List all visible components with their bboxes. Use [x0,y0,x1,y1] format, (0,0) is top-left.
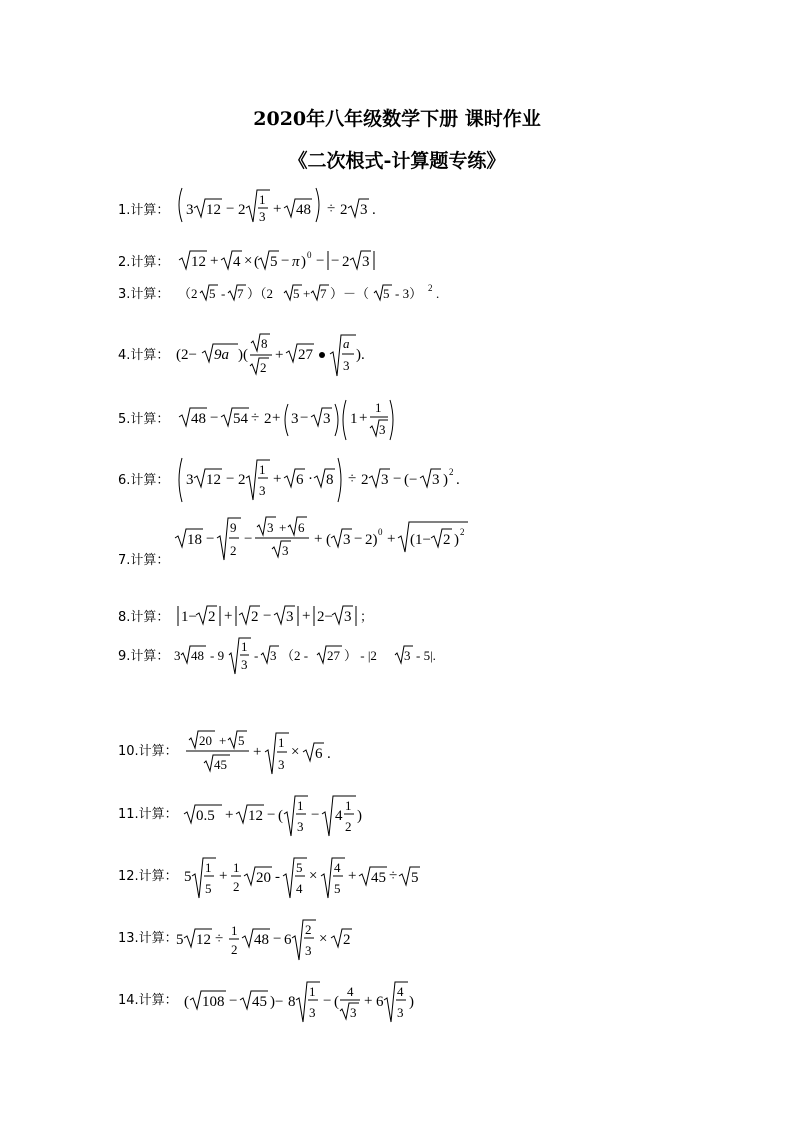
svg-text:−: − [263,608,272,624]
svg-text:2: 2 [449,467,454,477]
svg-text:48: 48 [191,648,204,663]
problem-label: 11.计算： [118,807,178,822]
svg-text:×: × [309,868,318,884]
svg-text:3: 3 [305,943,312,958]
svg-text:5: 5 [205,881,212,896]
svg-text:2: 2 [233,879,240,894]
svg-text:3: 3 [397,1005,404,1020]
problem-1-expression [118,180,438,230]
svg-text:2: 2 [260,360,267,375]
svg-text:+: + [253,744,262,760]
problem-7 [118,514,478,574]
svg-text:3: 3 [259,483,266,498]
svg-text:5: 5 [270,254,278,270]
problem-12-expression [118,854,438,902]
problem-14-expression [118,980,438,1030]
problem-3-expression [118,282,458,306]
svg-text:3: 3 [259,209,266,224]
svg-text:1: 1 [233,860,240,875]
svg-text:.: . [327,746,331,762]
svg-text:- 3）: - 3） [395,286,423,301]
svg-text:2: 2 [340,202,348,218]
svg-text:48: 48 [254,932,269,948]
svg-text:1: 1 [309,984,316,999]
problem-5-expression [118,398,418,444]
problem-13-expression [118,918,418,966]
svg-text:−: − [206,531,215,547]
svg-text:2: 2 [305,922,312,937]
problem-label: 10.计算： [118,744,178,759]
svg-text:4: 4 [347,984,354,999]
problem-label: 1.计算： [118,203,170,218]
svg-text:2: 2 [443,532,451,548]
svg-text:2: 2 [345,819,352,834]
svg-text:2: 2 [231,942,238,957]
problem-9 [118,636,478,676]
svg-text:4: 4 [397,984,404,999]
svg-text:（2: （2 [178,286,198,301]
problem-1 [118,180,438,230]
svg-text:8: 8 [288,994,296,1010]
problem-label: 2.计算： [118,255,170,270]
svg-text:45: 45 [371,870,386,886]
svg-text:1: 1 [205,860,212,875]
svg-text:12: 12 [248,808,263,824]
svg-text:3: 3 [344,609,352,625]
svg-text:3: 3 [270,648,277,663]
svg-text:2: 2 [361,472,369,488]
svg-text:12: 12 [206,472,221,488]
svg-text:1: 1 [259,192,266,207]
svg-text:+: + [225,807,234,823]
svg-text:-: - [221,286,226,301]
problem-label: 3.计算： [118,287,170,302]
problem-8 [118,604,418,630]
svg-text:3: 3 [343,532,351,548]
problem-14 [118,980,438,1030]
problem-4-expression [118,332,438,382]
page-title: 2020年八年级数学下册 课时作业 [253,108,541,130]
problem-6-expression [118,456,458,506]
svg-text:-: - [275,869,280,885]
svg-text:): ) [409,994,414,1010]
problem-label: 14.计算： [118,993,178,1008]
svg-text:−: − [210,410,219,426]
svg-text:+: + [210,253,219,269]
problem-label: 4.计算： [118,348,170,363]
svg-text:45: 45 [252,994,267,1010]
svg-text:π: π [292,254,300,270]
svg-text:5: 5 [383,286,390,301]
svg-text:×: × [291,744,300,760]
problem-5 [118,398,418,444]
problem-label: 9.计算： [118,649,170,664]
svg-text:12: 12 [206,202,221,218]
problem-label: 7.计算： [118,553,170,568]
svg-text:3: 3 [309,1005,316,1020]
svg-text:3: 3 [282,543,289,558]
svg-text:6: 6 [376,994,384,1010]
svg-text:7: 7 [320,286,327,301]
svg-text:÷: ÷ [327,201,336,217]
svg-text:9: 9 [230,520,237,535]
problem-2 [118,248,418,276]
svg-text:−: − [281,253,290,269]
svg-text:1: 1 [345,798,352,813]
svg-text:0: 0 [378,527,383,537]
svg-text:−: − [393,471,402,487]
problem-7-expression [118,514,478,574]
svg-text:−: − [226,201,235,217]
svg-text:).: ). [356,347,365,363]
svg-text:（2 -: （2 - [281,648,309,663]
svg-text:(: ( [254,254,259,270]
svg-text:·: · [308,471,313,487]
svg-text:48: 48 [191,411,206,427]
svg-text:+: + [273,471,282,487]
svg-text:- 5|.: - 5|. [416,648,436,663]
svg-text:×: × [319,931,328,947]
problem-13 [118,918,418,966]
svg-text:9a: 9a [214,347,229,363]
svg-text:(1−: (1− [410,532,431,548]
svg-text:45: 45 [214,757,227,772]
svg-text:2): 2) [365,532,378,548]
problem-12 [118,854,438,902]
problem-3 [118,282,458,306]
svg-text:.: . [436,286,440,301]
svg-text:(2−: (2− [176,347,197,363]
svg-text:3: 3 [286,609,294,625]
svg-text:): ) [443,472,448,488]
svg-text:6: 6 [298,520,305,535]
svg-text:×: × [244,253,253,269]
svg-text:): ) [454,532,459,548]
svg-text:1−: 1− [181,609,197,625]
svg-text:3: 3 [350,1005,357,1020]
svg-text:12: 12 [191,254,206,270]
svg-text:÷: ÷ [348,471,357,487]
problem-6 [118,456,458,506]
page-subtitle: 《二次根式-计算题专练》 [288,150,506,172]
svg-text:2: 2 [343,932,351,948]
problem-label: 13.计算： [118,931,178,946]
svg-text:3: 3 [174,648,181,663]
svg-text:2: 2 [238,472,246,488]
problem-10-expression [118,730,418,780]
svg-text:+: + [302,608,311,624]
svg-text:- 9: - 9 [210,648,225,663]
svg-text:3: 3 [360,202,368,218]
svg-text:20: 20 [256,870,271,886]
svg-text:+: + [219,868,228,884]
svg-text:5: 5 [238,733,245,748]
svg-text:6: 6 [284,932,292,948]
svg-text:）－（: ）－（ [330,286,370,301]
svg-text:5: 5 [411,870,419,886]
svg-text:−: − [354,531,363,547]
svg-text:6: 6 [296,472,304,488]
problem-2-expression [118,248,418,276]
svg-text:12: 12 [196,932,211,948]
svg-text:2: 2 [460,527,465,537]
svg-text:4: 4 [233,254,241,270]
svg-text:1: 1 [231,923,238,938]
svg-text:+: + [279,520,287,535]
problem-label: 8.计算： [118,610,170,625]
svg-text:3: 3 [241,657,248,672]
problem-11-expression [118,794,418,840]
svg-text:5: 5 [296,860,303,875]
svg-text:)−: )− [270,994,284,1010]
svg-text:+: + [359,410,368,426]
problem-8-expression [118,604,418,630]
svg-text:3: 3 [381,472,389,488]
svg-text:.: . [456,472,460,488]
svg-text:): ) [301,254,306,270]
svg-text:+: + [387,531,396,547]
svg-text:18: 18 [187,532,202,548]
svg-text:1: 1 [350,411,358,427]
problem-label: 12.计算： [118,869,178,884]
svg-text:3: 3 [186,472,194,488]
svg-text:−: − [226,471,235,487]
svg-text:÷: ÷ [251,410,260,426]
svg-text:2: 2 [230,543,237,558]
svg-text:3: 3 [432,472,440,488]
svg-text:+: + [364,993,373,1009]
svg-text:-: - [254,648,259,663]
svg-text:3: 3 [278,757,285,772]
svg-text:） - |2: ） - |2 [344,648,377,663]
svg-text:3: 3 [297,819,304,834]
svg-text:.: . [372,202,376,218]
svg-text:)(: )( [238,347,248,363]
svg-text:2: 2 [208,609,216,625]
svg-text:−: − [300,410,309,426]
svg-text:2: 2 [238,202,246,218]
svg-text:+: + [303,286,311,301]
svg-text:3: 3 [186,202,194,218]
svg-text:+: + [275,347,284,363]
svg-text:−: − [244,531,253,547]
svg-text:): ) [357,808,362,824]
svg-text:4: 4 [334,860,341,875]
svg-text:0.5: 0.5 [196,808,215,824]
svg-text:48: 48 [296,202,311,218]
svg-text:；: ； [360,610,374,625]
problem-10 [118,730,418,780]
problem-label: 6.计算： [118,473,170,488]
svg-text:0: 0 [307,250,312,260]
svg-text:÷: ÷ [389,868,398,884]
problem-9-expression [118,636,478,676]
svg-text:(−: (− [404,472,418,488]
svg-text:2: 2 [342,254,350,270]
svg-text:5: 5 [293,286,300,301]
svg-text:20: 20 [199,733,212,748]
svg-text:−: − [331,253,340,269]
svg-text:(: ( [334,994,339,1010]
svg-text:3: 3 [323,411,331,427]
problem-label: 5.计算： [118,412,170,427]
svg-text:1: 1 [241,639,248,654]
svg-text:27: 27 [298,347,313,363]
svg-text:(: ( [326,532,331,548]
svg-text:1: 1 [278,735,285,750]
svg-text:+: + [224,608,233,624]
svg-text:+: + [219,733,227,748]
svg-text:(: ( [184,994,189,1010]
svg-text:5: 5 [184,869,192,885]
svg-text:8: 8 [326,472,334,488]
svg-text:2: 2 [264,411,272,427]
problem-4 [118,332,438,382]
svg-text:−: − [311,807,320,823]
svg-text:+: + [314,531,323,547]
svg-text:a: a [343,336,350,351]
problem-11 [118,794,418,840]
svg-text:2: 2 [251,609,259,625]
svg-text:3: 3 [404,648,411,663]
svg-text:−: − [273,931,282,947]
svg-text:6: 6 [315,746,323,762]
svg-text:+: + [273,201,282,217]
svg-text:(: ( [278,808,283,824]
svg-text:3: 3 [362,254,370,270]
svg-text:−: − [267,807,276,823]
svg-text:+: + [348,868,357,884]
svg-text:1: 1 [375,400,382,415]
svg-text:7: 7 [237,286,244,301]
svg-text:−: − [316,253,325,269]
svg-text:1: 1 [259,462,266,477]
svg-text:5: 5 [209,286,216,301]
svg-text:4: 4 [335,808,343,824]
svg-text:）（2: ）（2 [247,286,274,301]
svg-text:÷: ÷ [215,931,224,947]
svg-text:27: 27 [327,648,340,663]
svg-text:2: 2 [428,283,433,293]
svg-text:3: 3 [343,358,350,373]
svg-text:2−: 2− [317,609,333,625]
svg-text:+: + [272,410,281,426]
svg-text:5: 5 [334,881,341,896]
svg-text:3: 3 [267,520,274,535]
svg-text:−: − [323,993,332,1009]
svg-text:4: 4 [296,881,303,896]
svg-text:8: 8 [261,336,268,351]
svg-text:1: 1 [297,798,304,813]
svg-text:54: 54 [233,411,248,427]
svg-text:108: 108 [202,994,225,1010]
svg-text:−: − [229,993,238,1009]
svg-text:3: 3 [291,411,299,427]
svg-text:5: 5 [176,932,184,948]
svg-text:3: 3 [379,422,386,437]
